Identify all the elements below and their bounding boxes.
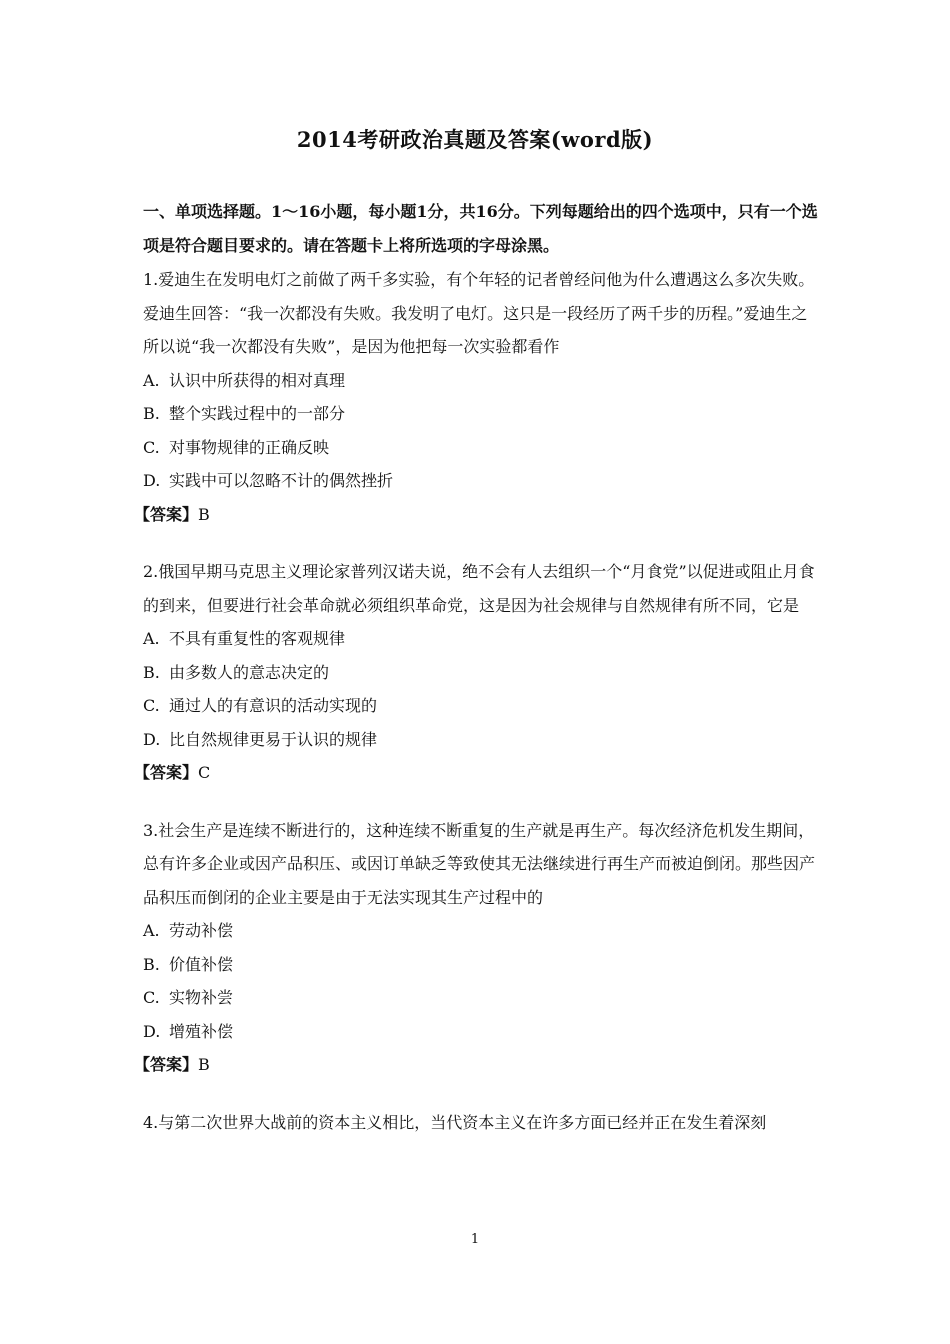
option-c <box>143 981 823 1015</box>
option-letter: D. <box>143 1021 161 1041</box>
answer-value: B <box>198 1055 210 1074</box>
option-text: 实践中可以忽略不计的偶然挫折 <box>169 471 394 490</box>
question-stem: 3.社会生产是连续不断进行的，这种连续不断重复的生产就是再生产。每次经济危机发生期间，总有许多企业或因产品积压、或因订单缺乏等致使其无法继续进行再生产而被迫倒闭。那些因产品积压而倒闭的企业主要是由于无法实现其生产过程中的 <box>143 820 816 907</box>
option-letter: A. <box>143 629 160 648</box>
option-c <box>143 689 823 723</box>
answer-value: B <box>198 504 210 524</box>
spacer <box>143 1082 823 1106</box>
question-stem: 2.俄国早期马克思主义理论家普列汉诺夫说，绝不会有人去组织一个“月食党”以促进或阻止月食的到来，但要进行社会革命就必须组织革命党，这是因为社会规律与自然规律有所不同，它是 <box>143 562 815 615</box>
answer <box>134 1048 823 1082</box>
option-text: 认识中所获得的相对真理 <box>169 370 346 390</box>
option-d <box>143 723 823 757</box>
option-letter: B. <box>143 954 160 974</box>
answer <box>134 756 823 790</box>
section-heading: 一、单项选择题。1～16小题，每小题1分，共16分。下列每题给出的四个选项中，只有一个选项是符合题目要求的。请在答题卡上将所选项的字母涂黑。 <box>143 202 818 255</box>
option-letter: C. <box>143 988 160 1007</box>
page-number: 1 <box>470 1232 480 1247</box>
document-body <box>134 195 823 1139</box>
option-text: 价值补偿 <box>169 954 234 974</box>
option-b <box>143 397 823 431</box>
answer-value: C <box>198 763 211 782</box>
question-stem: 1.爱迪生在发明电灯之前做了两千多实验，有个年轻的记者曾经问他为什么遭遇这么多次失败。爱迪生回答：“我一次都没有失败。我发明了电灯。这只是一段经历了两千步的历程。”爱迪生之所以说“我一次都没有失败”，是因为他把每一次实验都看作 <box>143 270 815 356</box>
option-a <box>143 914 823 948</box>
option-text: 实物补尝 <box>169 988 234 1007</box>
document-title: 2014考研政治真题及答案(word版) <box>296 127 654 152</box>
option-text: 通过人的有意识的活动实现的 <box>169 696 378 715</box>
option-letter: C. <box>143 696 160 715</box>
option-text: 增殖补偿 <box>169 1021 234 1041</box>
option-text: 不具有重复性的客观规律 <box>169 629 346 648</box>
option-letter: B. <box>143 662 160 682</box>
option-c <box>143 431 823 465</box>
answer <box>134 498 823 532</box>
question-1 <box>134 263 823 531</box>
option-d <box>143 464 823 498</box>
spacer <box>143 531 823 555</box>
question-stem: 4.与第二次世界大战前的资本主义相比，当代资本主义在许多方面已经并正在发生着深刻 <box>143 1112 767 1132</box>
option-letter: D. <box>143 729 161 749</box>
question-4 <box>143 1106 823 1140</box>
option-d <box>143 1015 823 1049</box>
option-b <box>143 948 823 982</box>
question-3 <box>134 814 823 1082</box>
option-text: 整个实践过程中的一部分 <box>169 404 346 423</box>
option-text: 对事物规律的正确反映 <box>169 437 330 457</box>
option-letter: B. <box>143 404 160 423</box>
option-a <box>143 622 823 656</box>
option-text: 比自然规律更易于认识的规律 <box>169 729 378 749</box>
option-letter: A. <box>143 370 160 390</box>
spacer <box>143 790 823 814</box>
option-text: 劳动补偿 <box>169 921 234 940</box>
answer-label: 【答案】 <box>134 763 199 782</box>
option-a <box>143 364 823 398</box>
answer-label: 【答案】 <box>134 1055 199 1074</box>
option-letter: D. <box>143 471 161 490</box>
question-2 <box>134 555 823 790</box>
option-text: 由多数人的意志决定的 <box>169 662 330 682</box>
option-letter: A. <box>143 921 160 940</box>
answer-label: 【答案】 <box>134 504 199 524</box>
option-letter: C. <box>143 437 160 457</box>
option-b <box>143 656 823 690</box>
